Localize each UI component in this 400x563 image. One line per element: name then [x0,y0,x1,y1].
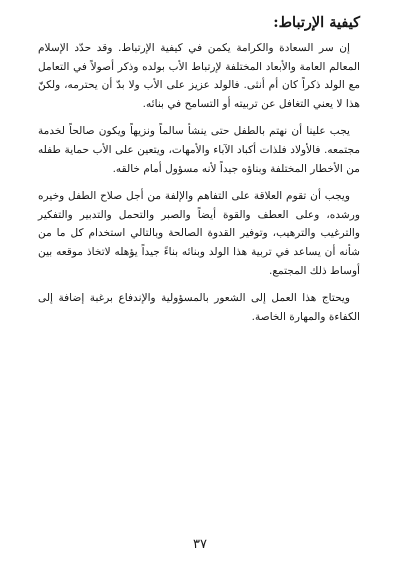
page-number: ٣٧ [193,537,207,552]
paragraph-3: ويجب أن تقوم العلاقة على التفاهم والإلفة من أجل صلاح الطفل وخيره ورشده، وعلى العطف والقوة أيضاً والصبر والتحمل والتدبير والتفكير والترغيب والترهيب، وتوفير القدوة الصالحة وبالتالي استخدام كل ما من شأنه أن يساعد في تربية هذا الولد وبنائه بناءً جيداً يؤهله لاتخاذ موقعه بين أوساط ذلك المجتمع. [38,190,360,277]
section-heading: كيفية الإرتباط: [273,14,360,31]
body-text [38,39,360,335]
paragraph-4: ويحتاج هذا العمل إلى الشعور بالمسؤولية والإندفاع برغبة إضافة إلى الكفاءة والمهارة الخاصة. [38,292,360,323]
paragraph-2: يجب علينا أن نهتم بالطفل حتى ينشأ سالماً ونزيهاً ويكون صالحاً لخدمة مجتمعه. فالأولاد فلذات أكباد الآباء والأمهات، ويتعين على الأب حماية طفله من الأخطار المختلفة وبناؤه جيداً لأنه مسؤول أمام خالقه. [38,125,360,175]
paragraph-1: إن سر السعادة والكرامة يكمن في كيفية الإرتباط. وقد حدّد الإسلام المعالم العامة والأبعاد المختلفة لإرتباط الأب بولده وذكر أصولاً في التعامل مع الولد ذكراً كان أم أنثى. فالولد عزيز على الأب ولا بدّ أن يحترمه، ولكنّ هذا لا يعني التغافل عن تربيته أو التسامح في بنائه. [38,42,360,110]
